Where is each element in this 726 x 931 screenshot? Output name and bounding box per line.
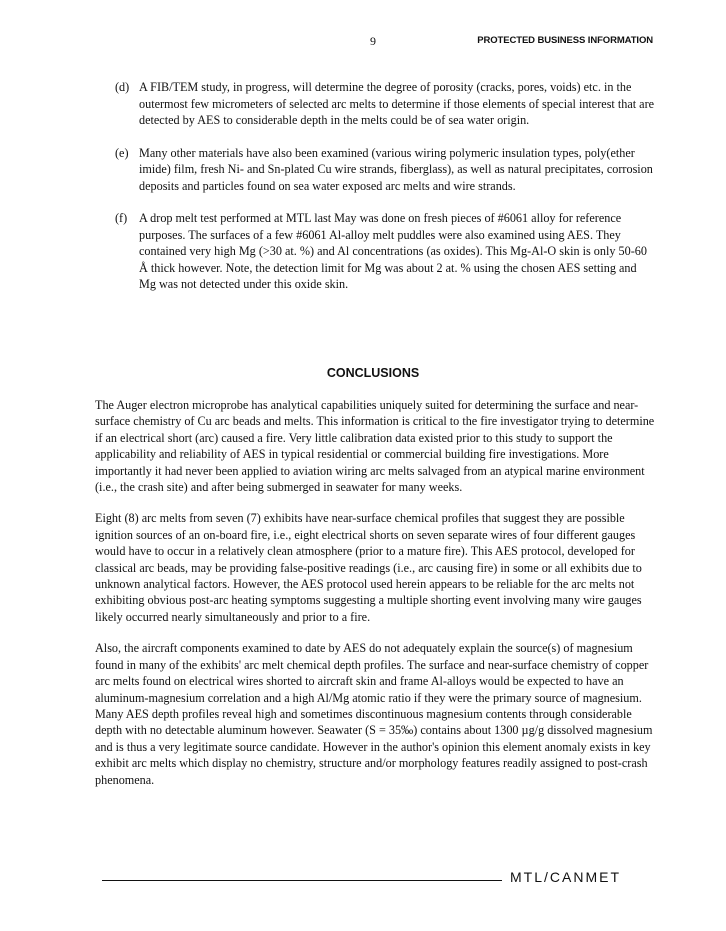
page-number: 9 xyxy=(370,34,376,48)
list-item xyxy=(115,79,655,129)
conclusions-heading: CONCLUSIONS xyxy=(326,366,420,380)
list-item-text: A drop melt test performed at MTL last May was done on fresh pieces of #6061 alloy for reference purposes. The surfaces of a few #6061 Al-alloy melt puddles were also examined using AES. They contained very high Mg (>30 at. %) and Al concentrations (as oxides). This Mg-Al-O skin is only 50-60 Å thick however. Note, the detection limit for Mg was about 2 at. % using the chosen AES setting and Mg was not detected under this oxide skin. xyxy=(139,211,647,291)
list-marker: (e) xyxy=(115,145,129,160)
list-item xyxy=(115,210,655,293)
footer-label: MTL/CANMET xyxy=(510,869,621,885)
conclusions-body xyxy=(95,397,655,803)
list-item-text: Many other materials have also been examined (various wiring polymeric insulation types, poly(ether imide) film, fresh Ni- and Sn-plated Cu wire strands, fiberglass), as well as natural precipitates, corrosion deposits and particles found on sea water exposed arc melts and wire strands. xyxy=(139,145,653,193)
footer-rule xyxy=(102,880,502,881)
list-item xyxy=(115,145,655,195)
findings-list xyxy=(115,79,655,309)
list-marker: (d) xyxy=(115,80,130,94)
paragraph: Eight (8) arc melts from seven (7) exhibits have near-surface chemical profiles that suggest they are possible ignition sources of an on-board fire, i.e., eight electrical shorts on seven separate wires of four different gauges would have to occur in a relatively clean atmosphere (prior to a mature fire). This AES protocol, developed for classical arc beads, may be providing false-positive readings (i.e., arc causing fire) in some or all exhibits due to unknown analytical factors. However, the AES protocol used herein appears to be reliable for the arc melts not exhibiting obvious post-arc heating symptoms suggesting a multiple shorting event involving many wire gauges likely occurred nearly simultaneously and prior to a fire. xyxy=(95,511,642,624)
list-marker: (f) xyxy=(115,211,128,225)
page-header xyxy=(0,34,726,50)
paragraph: Also, the aircraft components examined to date by AES do not adequately explain the source(s) of magnesium found in many of the exhibits' arc melt chemical depth profiles. The surface and near-surface chemistry of copper arc melts found on electrical wires shorted to aircraft skin and frame Al-alloys would be expected to have an aluminum-magnesium correlation and a high Al/Mg atomic ratio if they were the primary source of magnesium. Many AES depth profiles reveal high and sometimes discontinuous magnesium contents through considerable depth with no detectable aluminum however. Seawater (S = 35‰) contains about 1300 µg/g dissolved magnesium and is thus a very legitimate source candidate. However in the author's opinion this element anomaly exists in key exhibit arc melts which display no chemistry, structure and/or morphology features readily assigned to post-crash phenomena. xyxy=(95,641,653,787)
paragraph: The Auger electron microprobe has analytical capabilities uniquely suited for determining the surface and near-surface chemistry of Cu arc beads and melts. This information is critical to the fire investigator trying to determine if an electrical short (arc) caused a fire. Very little calibration data existed prior to this study to support the applicability and reliability of AES in typical residential or commercial building fire investigations. More importantly it had never been applied to aviation wiring arc melts salvaged from an atypical marine environment (i.e., the crash site) and after being submerged in seawater for many weeks. xyxy=(95,398,655,495)
list-item-text: A FIB/TEM study, in progress, will determine the degree of porosity (cracks, pores, voids) etc. in the outermost few micrometers of selected arc melts to determine if those elements of special interest that are detected by AES to considerable depth in the melts could be of sea water origin. xyxy=(139,80,655,127)
header-title: PROTECTED BUSINESS INFORMATION xyxy=(477,35,653,46)
